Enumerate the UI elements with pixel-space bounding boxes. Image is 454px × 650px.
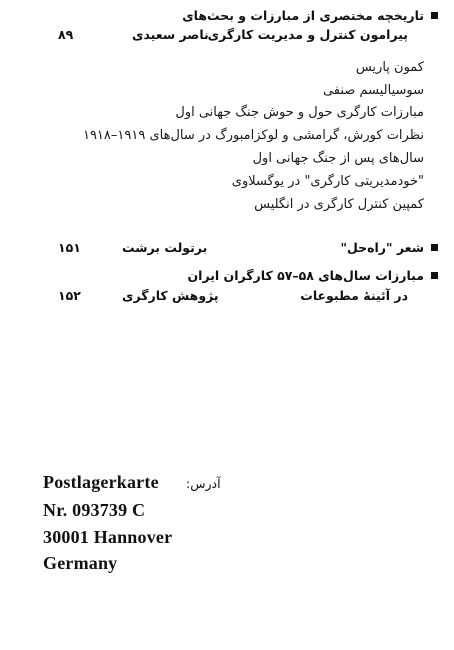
- address-label: آدرس:: [186, 476, 221, 491]
- address-line-country: Germany: [43, 553, 118, 573]
- subsection-workers-control-campaign-uk: کمپین کنترل کارگری در انگلیس: [254, 197, 424, 212]
- entry-author: برتولت برشت: [122, 240, 208, 255]
- entry-page-number: ۱۵۱: [58, 240, 81, 255]
- entry-title: شعر "راه‌حل": [340, 240, 424, 255]
- subsection-yugoslav-self-management: "خودمدیریتی کارگری" در یوگسلاوی: [231, 174, 424, 189]
- entry-author: پژوهش کارگری: [122, 288, 219, 303]
- toc-entry-iran-workers-struggles: [40, 268, 438, 308]
- subsection-wwi-struggles: مبارزات کارگری حول و حوش جنگ جهانی اول: [175, 105, 424, 120]
- entry-title-line-2: در آئینهٔ مطبوعات: [300, 288, 408, 303]
- address-line-city: 30001 Hannover: [43, 527, 173, 547]
- subsection-paris-commune: کمون پاریس: [355, 60, 424, 75]
- entry-page-number: ۸۹: [58, 27, 74, 42]
- entry-author: ناصر سعیدی: [132, 27, 209, 42]
- entry-title-line-1: مبارزات سال‌های ۵۸–۵۷ کارگران ایران: [187, 268, 424, 283]
- subsection-guild-socialism: سوسیالیسم صنفی: [322, 83, 424, 98]
- address-line-postlagerkarte: Postlagerkarte: [43, 472, 159, 492]
- toc-entry-worker-control-history: [40, 8, 438, 48]
- address-line-number: Nr. 093739 C: [43, 500, 146, 520]
- entry-title-line-2: پیرامون کنترل و مدیریت کارگری: [207, 27, 408, 42]
- entry-page-number: ۱۵۲: [58, 288, 81, 303]
- subsection-post-wwi-years: سال‌های پس از جنگ جهانی اول: [252, 151, 424, 166]
- bullet-square-icon: [431, 12, 438, 19]
- entry-title-line-1: تاریخچه مختصری از مبارزات و بحث‌های: [182, 8, 424, 23]
- subsection-korsch-gramsci-luxemburg: نظرات کورش، گرامشی و لوکزامبورگ در سال‌های ۱۹۱۹–۱۹۱۸: [82, 128, 424, 143]
- bullet-square-icon: [431, 244, 438, 251]
- bullet-square-icon: [431, 272, 438, 279]
- toc-entry-poem-solution: [40, 240, 438, 260]
